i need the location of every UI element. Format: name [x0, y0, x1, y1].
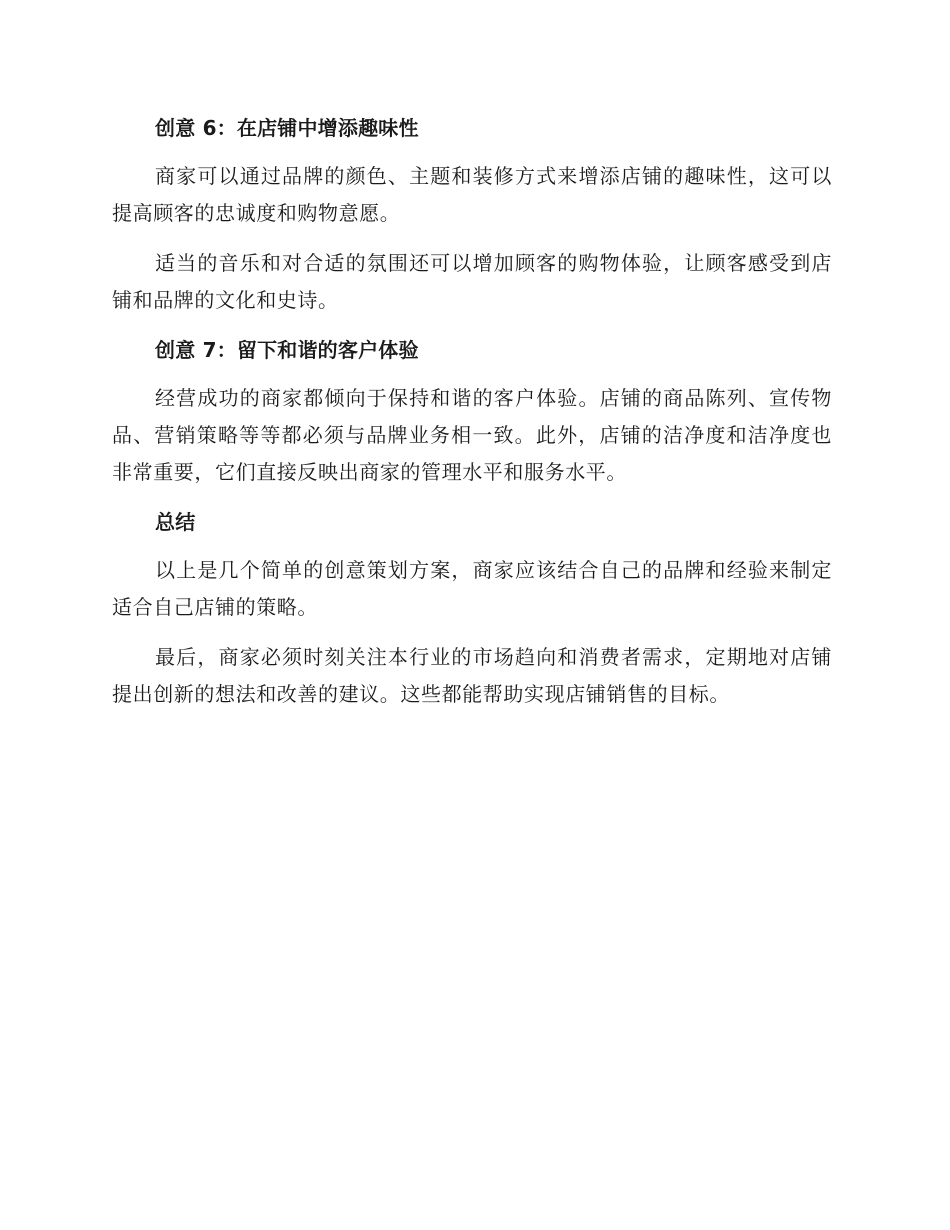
- paragraph: 商家可以通过品牌的颜色、主题和装修方式来增添店铺的趣味性，这可以提高顾客的忠诚度和购物意愿。: [112, 164, 832, 225]
- section-heading-summary: 总结: [155, 510, 196, 534]
- paragraph: 经营成功的商家都倾向于保持和谐的客户体验。店铺的商品陈列、宣传物品、营销策略等等都必须与品牌业务相一致。此外，店铺的洁净度和洁净度也非常重要，它们直接反映出商家的管理水平和服务水平。: [112, 386, 832, 484]
- paragraph: 最后，商家必须时刻关注本行业的市场趋向和消费者需求，定期地对店铺提出创新的想法和改善的建议。这些都能帮助实现店铺销售的目标。: [112, 645, 832, 706]
- paragraph: 适当的音乐和对合适的氛围还可以增加顾客的购物体验，让顾客感受到店铺和品牌的文化和史诗。: [112, 251, 832, 312]
- section-heading-idea-7: 创意 7：留下和谐的客户体验: [155, 338, 419, 362]
- document-content: [112, 110, 832, 726]
- section-heading-idea-6: 创意 6：在店铺中增添趣味性: [155, 116, 419, 140]
- paragraph: 以上是几个简单的创意策划方案，商家应该结合自己的品牌和经验来制定适合自己店铺的策略。: [112, 558, 832, 619]
